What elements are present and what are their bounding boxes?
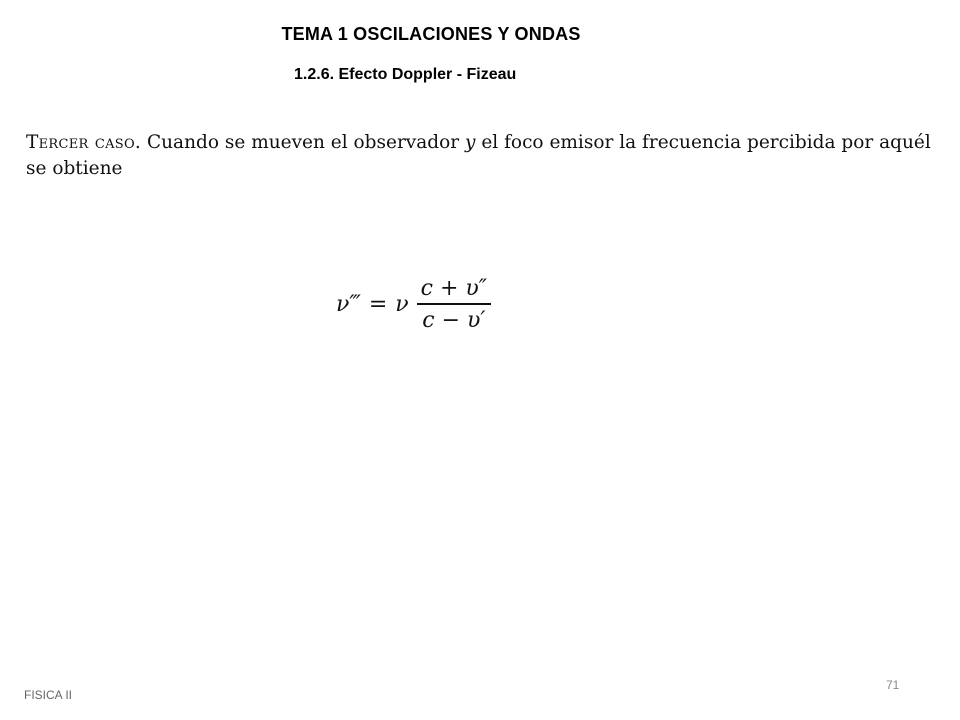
formula-equals: =: [368, 292, 388, 317]
section-heading: 1.2.6. Efecto Doppler - Fizeau: [294, 66, 517, 83]
footer-course: FISICA II: [24, 688, 73, 702]
paragraph-text-1: Cuando se mueven el observador: [141, 132, 465, 153]
case-paragraph: [26, 130, 936, 182]
slide-title: TEMA 1 OSCILACIONES Y ONDAS: [281, 24, 581, 44]
formula-numerator: c + υ″: [417, 276, 491, 305]
formula-fraction: [417, 276, 491, 333]
formula-denominator: c − υ′: [422, 308, 486, 333]
formula-factor: ν: [395, 292, 409, 317]
case-label: Tercer caso.: [26, 132, 142, 153]
paragraph-text-2: el foco emisor la frecuencia percibida por aquél se obtiene: [26, 132, 931, 179]
doppler-formula: [336, 276, 491, 333]
page-number: 71: [886, 678, 900, 692]
formula-lhs: ν‴: [336, 292, 361, 317]
paragraph-italic-y: y: [465, 132, 476, 153]
